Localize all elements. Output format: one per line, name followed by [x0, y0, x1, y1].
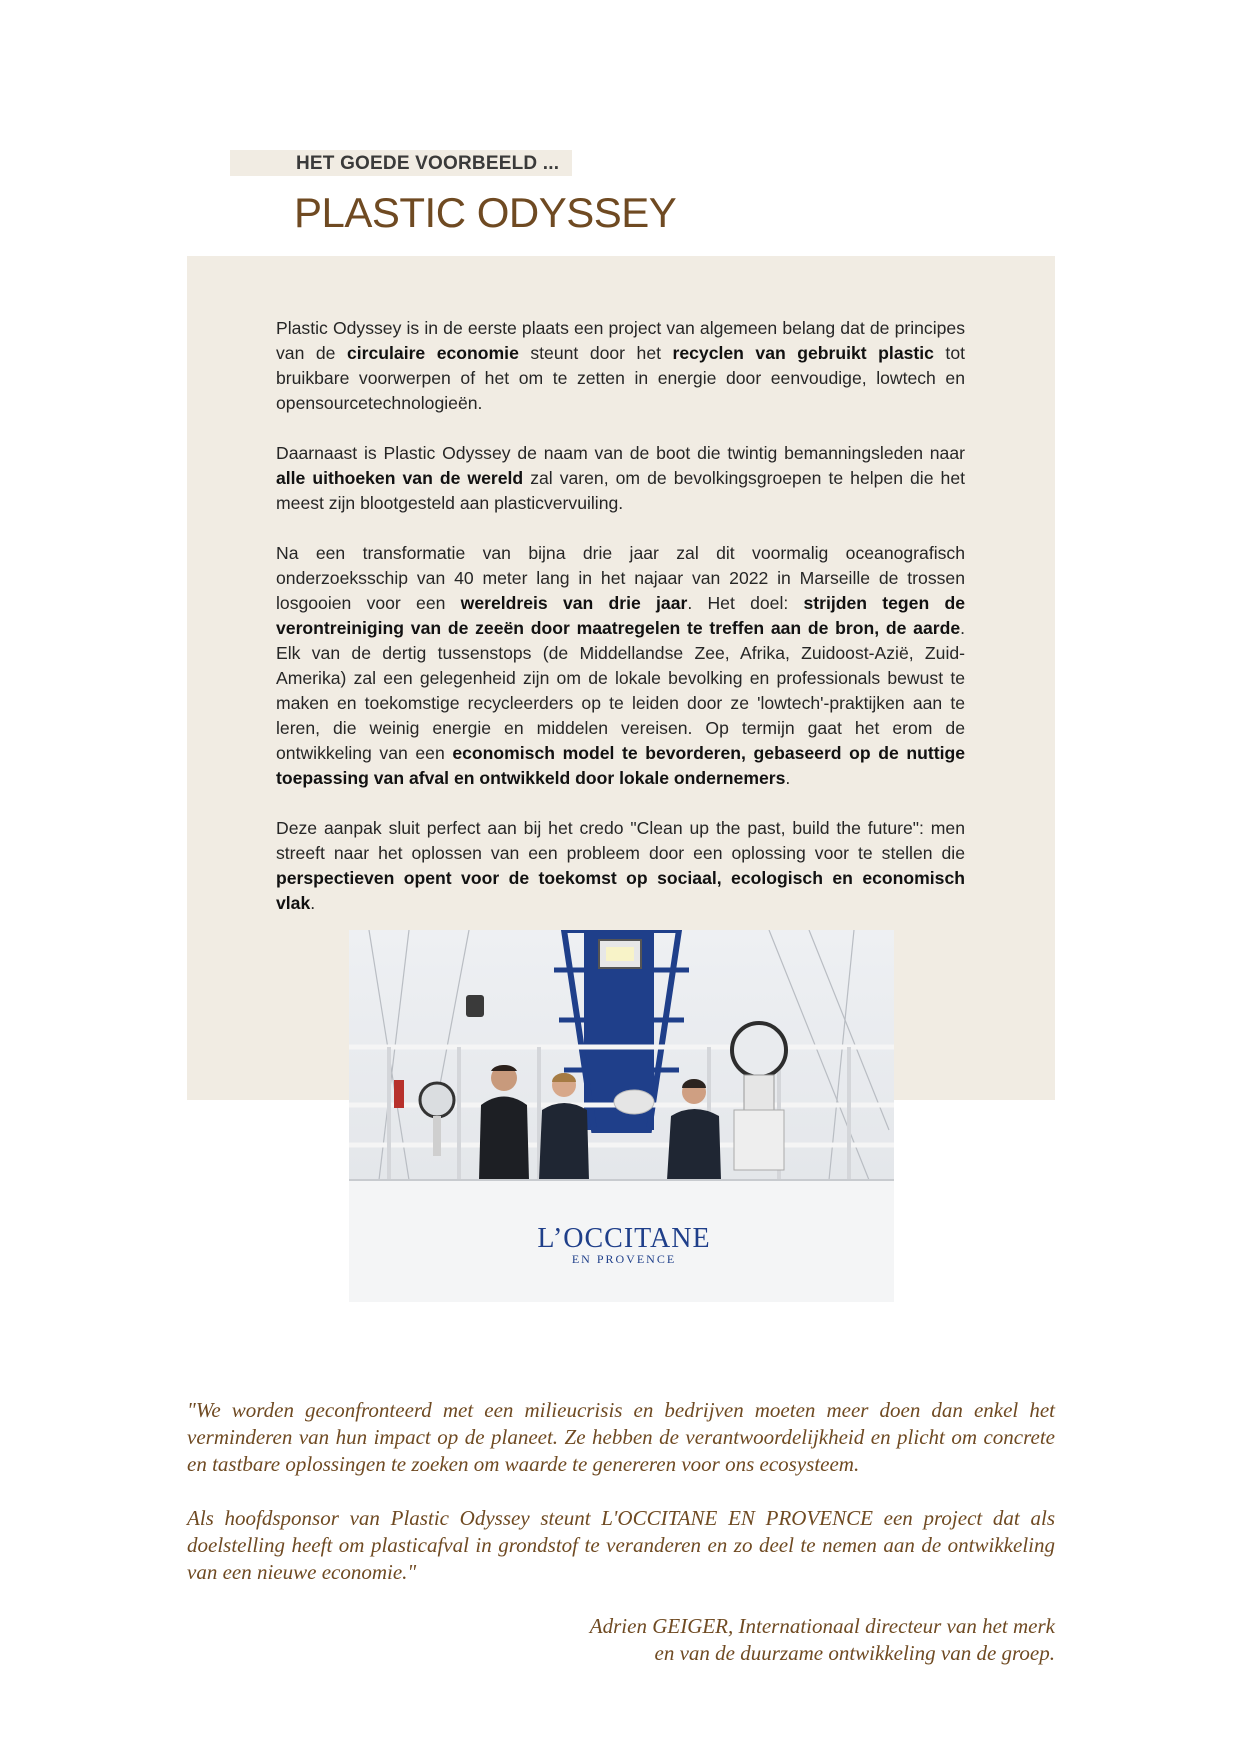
quote-paragraph-1: "We worden geconfronteerd met een milieucrisis en bedrijven moeten meer doen dan enkel het verminderen van hun impact op de planeet. Ze hebben de verantwoordelijkheid en plicht om concrete en tastbare oplossingen te zoeken om waarde te genereren voor ons ecosysteem. — [187, 1398, 1055, 1476]
paragraph-4: Deze aanpak sluit perfect aan bij het credo "Clean up the past, build the future": men streeft naar het oplossen van een probleem door een oplossing voor te stellen die perspectieven opent voor de toekomst op sociaal, ecologisch en economisch vlak. — [276, 818, 965, 913]
winch — [614, 1090, 654, 1114]
attribution-line-1: Adrien GEIGER, Internationaal directeur van het merk — [589, 1614, 1055, 1638]
emphasis: alle uithoeken van de wereld — [276, 468, 524, 488]
paragraph-2: Daarnaast is Plastic Odyssey de naam van de boot die twintig bemanningsleden naar alle uithoeken van de wereld zal varen, om de bevolkingsgroepen te helpen die het meest zijn blootgesteld aan plasticvervuiling. — [276, 443, 965, 513]
emphasis: economisch model te bevorderen, gebaseerd op de nuttige toepassing van afval en ontwikkeld door lokale ondernemers — [276, 743, 965, 788]
paragraph-3: Na een transformatie van bijna drie jaar zal dit voormalig oceanografisch onderzoeksschip van 40 meter lang in het najaar van 2022 in Marseille de trossen losgooien voor een wereldreis van drie jaar. Het doel: strijden tegen de verontreiniging van de zeeën door maatregelen te treffen aan de bron, de aarde. Elk van de dertig tussenstops (de Middellandse Zee, Afrika, Zuidoost-Azië, Zuid-Amerika) zal een gelegenheid zijn om de lokale bevolking en professionals bewust te maken en toekomstige recycleerders op te leiden door ze 'lowtech'-praktijken aan te leren, die weinig energie en middelen vereisen. Op termijn gaat het erom de ontwikkeling van een economisch model te bevorderen, gebaseerd op de nuttige toepassing van afval en ontwikkeld door lokale ondernemers. — [276, 543, 965, 788]
ship-photo — [349, 930, 894, 1302]
hull-brand: L’OCCITANE — [537, 1223, 711, 1254]
signal-light — [466, 995, 484, 1017]
attribution-line-2: en van de duurzame ontwikkeling van de groep. — [654, 1641, 1055, 1665]
quote-paragraph-2: Als hoofdsponsor van Plastic Odyssey steunt L'OCCITANE EN PROVENCE een project dat als doelstelling heeft om plasticafval in grondstof te veranderen en zo deel te nemen aan de ontwikkeling van een nieuwe economie." — [187, 1506, 1055, 1584]
emphasis: circulaire economie — [346, 343, 519, 363]
emphasis: strijden tegen de verontreiniging van de zeeën door maatregelen te treffen aan de bron, de aarde — [276, 593, 965, 638]
ship-illustration — [349, 930, 894, 1302]
section-kicker: HET GOEDE VOORBEELD ... — [296, 153, 560, 174]
hull-subtitle: EN PROVENCE — [571, 1252, 677, 1266]
emphasis: perspectieven opent voor de toekomst op sociaal, ecologisch en economisch vlak — [276, 868, 965, 913]
paragraph-1: Plastic Odyssey is in de eerste plaats een project van algemeen belang dat de principes van de circulaire economie steunt door het recyclen van gebruikt plastic tot bruikbare voorwerpen of het om te zetten in energie door eenvoudige, lowtech en opensourcetechnologieën. — [276, 318, 965, 413]
quote-attribution — [187, 1613, 1055, 1667]
red-lamp — [394, 1080, 404, 1108]
page-title: PLASTIC ODYSSEY — [294, 189, 677, 236]
emphasis: wereldreis van drie jaar — [460, 593, 688, 613]
emphasis: recyclen van gebruikt plastic — [672, 343, 934, 363]
sponsor-quote — [187, 1397, 1055, 1613]
article-body — [276, 316, 965, 941]
